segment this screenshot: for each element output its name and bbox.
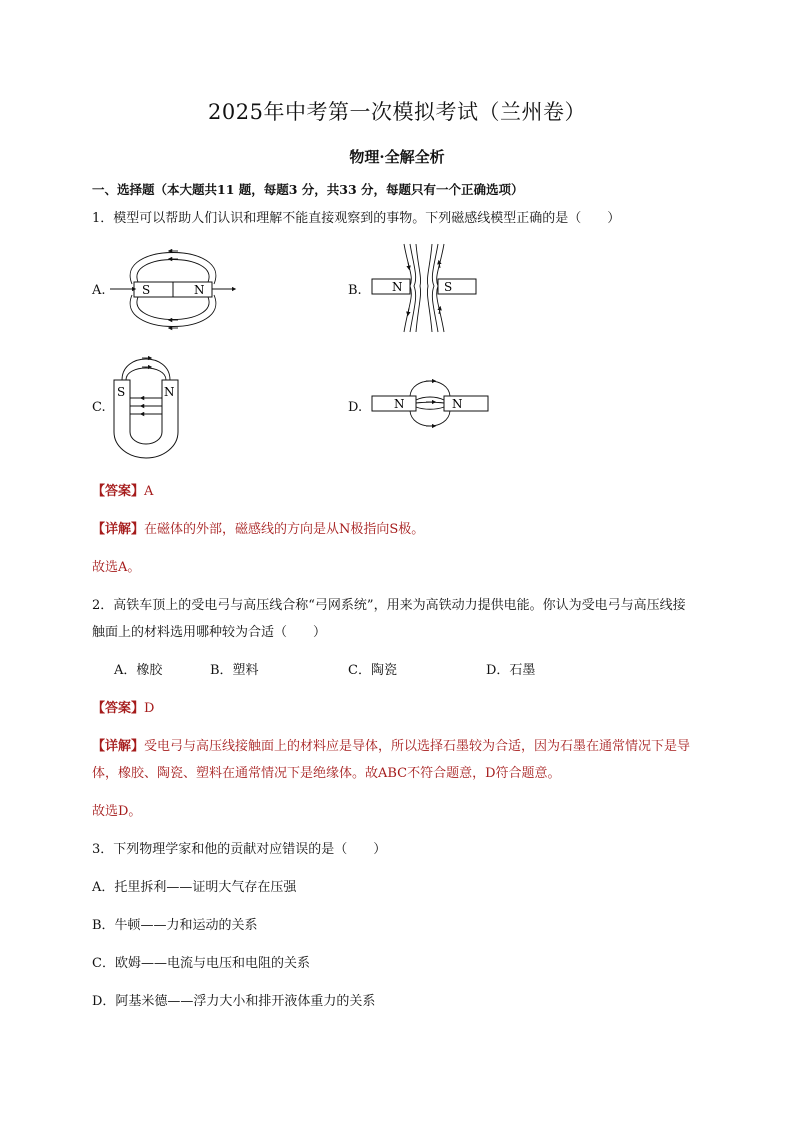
pole-n-label: N <box>394 397 405 411</box>
answer-value: A <box>144 484 154 499</box>
pole-s-label: S <box>444 280 453 294</box>
q1-detail <box>92 518 424 537</box>
q3-option-d: D．阿基米德——浮力大小和排开液体重力的关系 <box>92 994 376 1009</box>
q1-option-a-label: A. <box>92 283 106 298</box>
page-subtitle: 物理·全解全析 <box>349 148 445 166</box>
page-title: 2025年中考第一次模拟考试（兰州卷） <box>208 100 586 124</box>
q2-option-a: A．橡胶 <box>114 663 163 678</box>
q2-option-b: B．塑料 <box>210 663 259 678</box>
bar-magnet-left <box>372 279 410 294</box>
answer-tag: 【答案】 <box>92 484 145 499</box>
question-1-stem: 1．模型可以帮助人们认识和理解不能直接观察到的事物。下列磁感线模型正确的是（ ） <box>92 211 621 226</box>
pole-n-label: N <box>164 385 175 399</box>
question-3-stem: 3．下列物理学家和他的贡献对应错误的是（ ） <box>92 842 387 857</box>
pole-s-label: S <box>142 283 151 297</box>
q1-answer <box>92 480 153 499</box>
answer-tag: 【答案】 <box>92 701 145 716</box>
detail-tag: 【详解】 <box>92 739 145 754</box>
pole-s-label: S <box>117 385 126 399</box>
q2-answer <box>92 697 154 716</box>
pole-n-label: N <box>452 397 463 411</box>
detail-tag: 【详解】 <box>92 522 145 537</box>
answer-value: D <box>144 701 155 716</box>
detail-text: 在磁体的外部，磁感线的方向是从N极指向S极。 <box>144 522 425 537</box>
q1-figure-d <box>368 372 490 434</box>
q1-conclusion: 故选A。 <box>92 560 141 575</box>
pole-n-label: N <box>392 280 403 294</box>
q2-option-c: C．陶瓷 <box>348 663 397 678</box>
q3-option-b: B．牛顿——力和运动的关系 <box>92 918 258 933</box>
q1-figure-c <box>108 350 188 462</box>
q2-conclusion: 故选D。 <box>92 804 142 819</box>
q3-option-c: C．欧姆——电流与电压和电阻的关系 <box>92 956 310 971</box>
q2-option-d: D．石墨 <box>486 663 536 678</box>
q2-detail-line1 <box>92 735 690 754</box>
detail-text: 受电弓与高压线接触面上的材料应是导体，所以选择石墨较为合适，因为石墨在通常情况下是导 <box>144 739 691 754</box>
q2-detail-line2: 体，橡胶、陶瓷、塑料在通常情况下是绝缘体。故ABC不符合题意，D符合题意。 <box>92 766 561 781</box>
q1-option-b-label: B. <box>348 283 362 298</box>
question-2-stem-line2: 触面上的材料选用哪种较为合适（ ） <box>92 625 327 640</box>
q3-option-a: A．托里拆利——证明大气存在压强 <box>92 880 297 895</box>
q1-figure-b <box>368 242 480 334</box>
q1-figure-a <box>108 242 238 334</box>
bar-magnet-right <box>444 396 488 411</box>
q1-option-c-label: C. <box>92 400 106 415</box>
pole-n-label: N <box>194 283 205 297</box>
section-heading: 一、选择题（本大题共11 题，每题3 分，共33 分，每题只有一个正确选项） <box>92 182 524 197</box>
q1-option-d-label: D. <box>348 400 363 415</box>
question-2-stem-line1: 2．高铁车顶上的受电弓与高压线合称“弓网系统”，用来为高铁动力提供电能。你认为受电弓与高压线接 <box>92 598 686 613</box>
